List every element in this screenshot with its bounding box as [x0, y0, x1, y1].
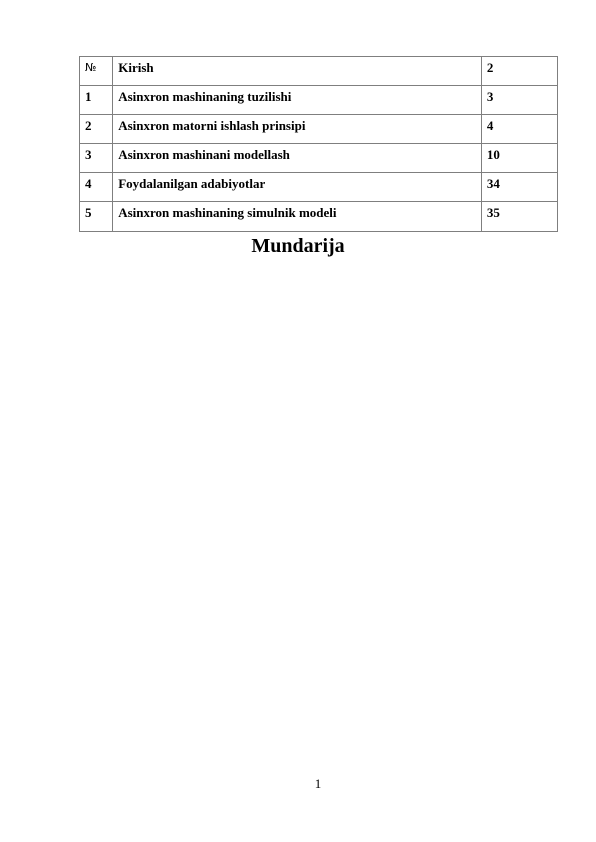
toc-row [80, 173, 558, 202]
toc-row [80, 202, 558, 232]
toc-entry-number: 2 [80, 115, 113, 144]
toc-entry-number: 4 [80, 173, 113, 202]
toc-header-row [80, 57, 558, 86]
toc-entry-title: Asinxron matorni ishlash prinsipi [113, 115, 482, 144]
toc-entry-page: 4 [481, 115, 557, 144]
toc-row [80, 144, 558, 173]
page-number: 1 [314, 776, 322, 791]
toc-entry-page: 2 [481, 57, 557, 86]
toc-entry-number: 3 [80, 144, 113, 173]
toc-number-header: № [80, 57, 113, 86]
toc-entry-page: 3 [481, 86, 557, 115]
toc-row [80, 86, 558, 115]
toc-entry-title: Asinxron mashinaning tuzilishi [113, 86, 482, 115]
toc-row [80, 115, 558, 144]
toc-entry-title: Kirish [113, 57, 482, 86]
page-title: Mundarija [251, 235, 345, 257]
toc-entry-page: 10 [481, 144, 557, 173]
toc-entry-title: Asinxron mashinaning simulnik modeli [113, 202, 482, 232]
toc-entry-number: 5 [80, 202, 113, 232]
toc-entry-page: 34 [481, 173, 557, 202]
toc-entry-page: 35 [481, 202, 557, 232]
table-of-contents [79, 56, 558, 232]
toc-entry-number: 1 [80, 86, 113, 115]
toc-entry-title: Foydalanilgan adabiyotlar [113, 173, 482, 202]
toc-entry-title: Asinxron mashinani modellash [113, 144, 482, 173]
